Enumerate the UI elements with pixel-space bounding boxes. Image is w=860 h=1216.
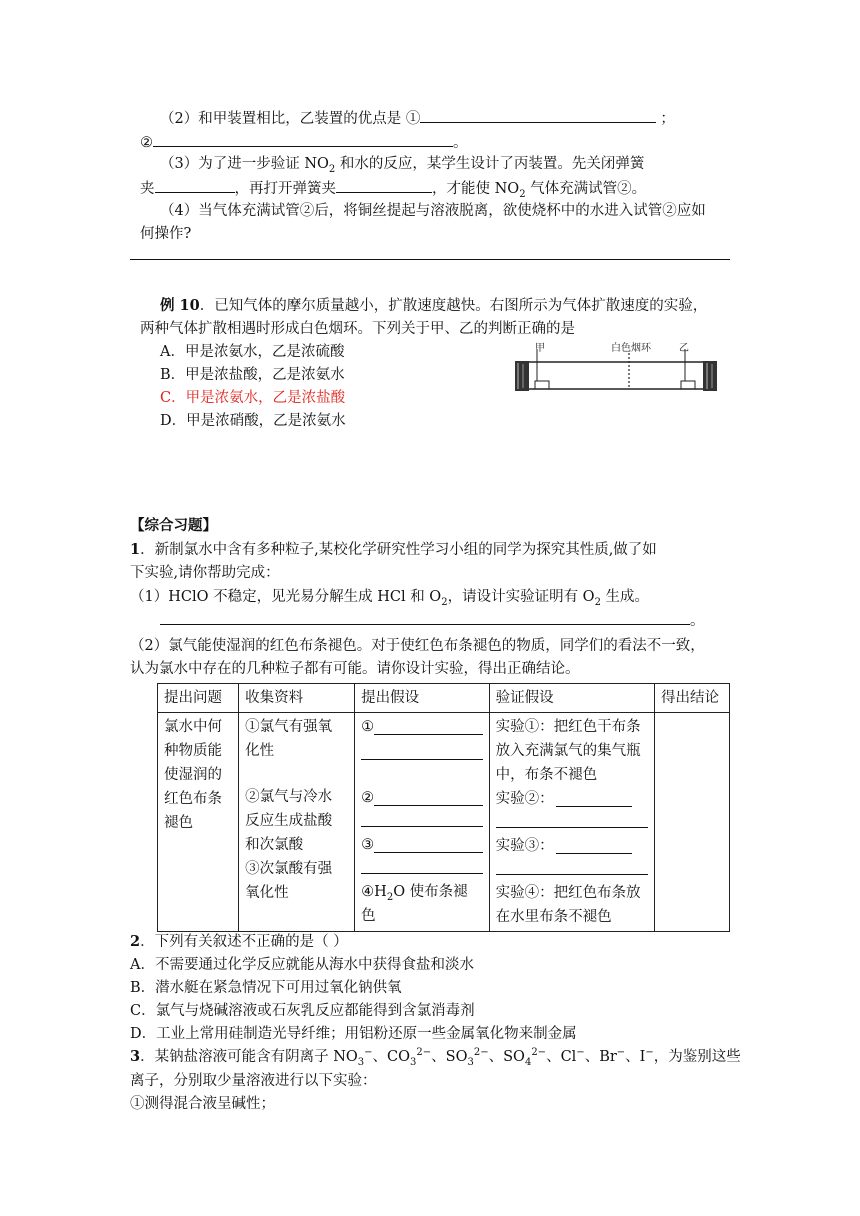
section-title: 【综合习题】 bbox=[130, 517, 217, 534]
conclusion-cell[interactable] bbox=[655, 713, 730, 932]
answer-line[interactable] bbox=[130, 259, 730, 260]
answer-blank[interactable] bbox=[496, 858, 648, 875]
p2-option-a: A．不需要通过化学反应就能从海水中获得食盐和淡水 bbox=[130, 957, 474, 973]
p1-sub1-answer: 。 bbox=[160, 610, 705, 631]
answer-blank[interactable] bbox=[374, 718, 483, 735]
answer-blank[interactable] bbox=[496, 811, 648, 828]
p3-step1: ①测得混合液呈碱性； bbox=[130, 1096, 275, 1112]
cotton-left bbox=[535, 381, 549, 389]
p2-stem: 2．下列有关叙述不正确的是（ ） bbox=[130, 933, 348, 950]
label-jia: 甲 bbox=[535, 343, 545, 354]
p1-sub1: （1）HClO 不稳定，见光易分解生成 HCl 和 $O_2$，请设计实验证明有 $O_2$ 生成。 bbox=[130, 589, 650, 608]
answer-blank[interactable] bbox=[155, 178, 235, 193]
header-conclusion: 得出结论 bbox=[655, 684, 730, 713]
q4-line1: （4）当气体充满试管②后，将铜丝提起与溶液脱离，欲使烧杯中的水进入试管②应如 bbox=[160, 203, 706, 219]
ex10-option-c-answer: C．甲是浓氨水，乙是浓盐酸 bbox=[160, 390, 346, 406]
q2-line1: （2）和甲装置相比，乙装置的优点是 ① ； bbox=[160, 108, 675, 129]
p3-ion-list: ．某钠盐溶液可能含有阴离子 $NO_3^-$、$CO_3^{2-}$、$SO_3^{2-}$、$SO_4^{2-}$、Cl−、Br−、I− bbox=[140, 1047, 654, 1068]
header-hypothesis: 提出假设 bbox=[355, 684, 490, 713]
ex10-option-d: D．甲是浓硝酸，乙是浓氨水 bbox=[160, 413, 346, 429]
answer-blank[interactable] bbox=[160, 610, 690, 625]
label-yi: 乙 bbox=[679, 343, 689, 354]
p1-sub2-line1: （2）氯气能使湿润的红色布条褪色。对于使红色布条褪色的物质，同学们的看法不一致， bbox=[130, 638, 705, 654]
ion-formula: $CO_3^{2-}$ bbox=[387, 1047, 432, 1068]
answer-blank[interactable] bbox=[374, 789, 483, 806]
hypothesis-cell: ① ② ③ $④H_2O$ 使布条褪 色 bbox=[355, 713, 490, 932]
question-cell: 氯水中何 种物质能 使湿润的 红色布条 褪色 bbox=[158, 713, 239, 932]
answer-blank[interactable] bbox=[153, 132, 453, 147]
diffusion-tube-figure bbox=[513, 339, 721, 395]
answer-blank[interactable] bbox=[336, 178, 432, 193]
p2-option-b: B．潜水艇在紧急情况下可用过氧化钠供氧 bbox=[130, 980, 402, 996]
header-data: 收集资料 bbox=[239, 684, 355, 713]
ion-formula: Cl− bbox=[560, 1047, 585, 1065]
answer-blank[interactable] bbox=[556, 837, 632, 854]
p1-sub2-line2: 认为氯水中存在的几种粒子都有可能。请你设计实验，得出正确结论。 bbox=[130, 661, 580, 677]
cotton-right bbox=[681, 381, 695, 389]
verify-cell: 实验①：把红色干布条 放入充满氯气的集气瓶 中，布条不褪色 实验②： 实验③： 实验④：把红色布条放 在水里布条不褪色 bbox=[489, 713, 654, 932]
answer-blank[interactable] bbox=[374, 836, 483, 853]
q2-line2: ② 。 bbox=[140, 132, 468, 153]
experiment-table bbox=[157, 683, 730, 932]
header-question: 提出问题 bbox=[158, 684, 239, 713]
ex10-option-b: B．甲是浓盐酸，乙是浓氨水 bbox=[160, 367, 345, 383]
ion-formula: $SO_4^{2-}$ bbox=[503, 1047, 547, 1068]
ex10-stem-line1: 例 10．已知气体的摩尔质量越小，扩散速度越快。右图所示为气体扩散速度的实验， bbox=[160, 297, 708, 314]
left-stopper bbox=[515, 361, 529, 391]
p1-line2: 下实验,请你帮助完成： bbox=[130, 565, 280, 581]
q4-line2: 何操作? bbox=[140, 226, 192, 242]
q3-line2: 夹 ，再打开弹簧夹 ，才能使 $NO_2$ 气体充满试管②。 bbox=[140, 178, 646, 199]
header-verify: 验证假设 bbox=[489, 684, 654, 713]
answer-blank[interactable] bbox=[361, 857, 483, 874]
ion-formula: Br− bbox=[599, 1047, 626, 1065]
answer-blank[interactable] bbox=[361, 810, 483, 827]
p2-option-c: C．氯气与烧碱溶液或石灰乳反应都能得到含氯消毒剂 bbox=[130, 1003, 475, 1019]
ex10-stem-line2: 两种气体扩散相遇时形成白色烟环。下列关于甲、乙的判断正确的是 bbox=[140, 321, 575, 337]
p1-line1: 1．新制氯水中含有多种粒子,某校化学研究性学习小组的同学为探究其性质,做了如 bbox=[130, 541, 657, 558]
p2-option-d: D．工业上常用硅制造光导纤维；用铝粉还原一些金属氧化物来制金属 bbox=[130, 1026, 577, 1042]
label-smoke-ring: 白色烟环 bbox=[611, 343, 651, 354]
ion-formula: $SO_3^{2-}$ bbox=[445, 1047, 489, 1068]
answer-blank[interactable] bbox=[420, 108, 656, 123]
p3-stem-line2: 离子，分别取少量溶液进行以下实验： bbox=[130, 1073, 377, 1089]
data-cell: ①氯气有强氧 化性 ②氯气与冷水 反应生成盐酸 和次氯酸 ③次氯酸有强 氧化性 bbox=[239, 713, 355, 932]
ion-formula: $NO_3^-$ bbox=[333, 1047, 373, 1068]
answer-blank[interactable] bbox=[556, 790, 632, 807]
ex10-option-a: A．甲是浓氨水，乙是浓硫酸 bbox=[160, 344, 345, 360]
ion-formula: I− bbox=[639, 1047, 654, 1065]
q3-line1: （3）为了进一步验证 $NO_2$ 和水的反应，某学生设计了丙装置。先关闭弹簧 bbox=[160, 156, 645, 175]
right-stopper bbox=[703, 361, 717, 391]
p3-stem-line1: 3．某钠盐溶液可能含有阴离子 $NO_3^-$、$CO_3^{2-}$、$SO_3^{2-}$、$SO_4^{2-}$、Cl−、Br−、I−，为鉴别这些 bbox=[130, 1047, 741, 1068]
answer-blank[interactable] bbox=[361, 743, 483, 760]
